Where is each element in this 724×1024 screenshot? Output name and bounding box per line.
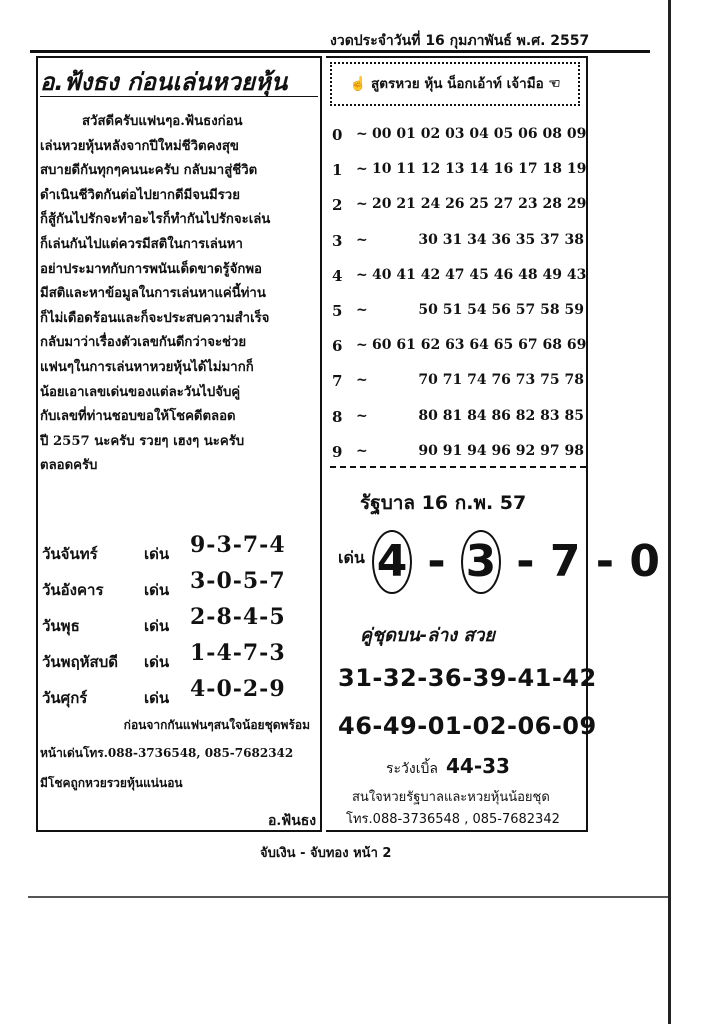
hand-pointer-right-icon: ☜: [548, 76, 561, 92]
pairs-line-2: 46-49-01-02-06-09: [338, 712, 597, 740]
grid-numbers: 70 71 74 76 73 75 78: [418, 372, 584, 389]
paragraph-line: ก็สู้กันไปรักจะทำอะไรก็ทำกันไปรักจะเล่น: [40, 212, 271, 228]
paragraph-line: เล่นหวยหุ้นหลังจากปีใหม่ชีวิตคงสุข: [40, 138, 239, 154]
grid-row: [330, 116, 586, 151]
grid-tilde: ~: [356, 337, 368, 354]
day-numbers: 3-0-5-7: [190, 568, 286, 594]
grid-numbers: 10 11 12 13 14 16 17 18 19: [372, 161, 587, 178]
grid-bottom-divider: [330, 466, 586, 468]
grid-digit: 1: [332, 161, 343, 180]
paragraph-line: สบายดีกันทุกๆคนนะครับ กลับมาสู่ชีวิต: [40, 163, 258, 179]
day-row-tuesday: [40, 568, 320, 604]
grid-digit: 2: [332, 196, 343, 215]
paragraph-line: ตลอดครับ: [40, 458, 98, 474]
paragraph-line: กับเลขที่ท่านชอบขอให้โชคดีตลอด: [40, 409, 236, 425]
formula-title-box: [330, 62, 580, 106]
grid-row: [330, 257, 586, 292]
lead-label: เด่น: [144, 653, 170, 671]
lead-digits: [372, 530, 661, 594]
grid-digit: 4: [332, 266, 343, 285]
day-numbers: 9-3-7-4: [190, 532, 286, 558]
number-formula-grid: [330, 116, 586, 468]
lead-dash: -: [427, 536, 446, 587]
grid-row: [330, 398, 586, 433]
grid-digit: 7: [332, 372, 343, 391]
grid-numbers: 80 81 84 86 82 83 85: [418, 407, 584, 424]
grid-digit: 0: [332, 126, 343, 144]
paragraph-line: มีสติและหาข้อมูลในการเล่นหาแค่นี้ท่าน: [40, 286, 266, 302]
grid-row: [330, 151, 586, 186]
day-row-wednesday: [40, 604, 320, 640]
day-name: วันจันทร์: [42, 545, 98, 563]
author-signature: อ.ฟ้นธง: [268, 813, 317, 829]
grid-row: [330, 362, 586, 397]
paragraph-line: น้อยเอาเลขเด่นของแต่ละวันไปจับคู่: [40, 384, 241, 400]
paragraph-line: อย่าประมาทกับการพนันเด็ดขาดรู้จักพอ: [40, 261, 262, 277]
lead-dash: -: [516, 536, 535, 587]
footer-luck-line: มีโชคถูกหวยรวยหุ้นแน่นอน: [40, 776, 183, 790]
grid-row: [330, 292, 586, 327]
paragraph-line: แฟนๆในการเล่นหาหวยหุ้นได้ไม่มากก็: [40, 359, 254, 375]
day-name: วันพฤหัสบดี: [42, 653, 118, 671]
grid-row: [330, 222, 586, 257]
formula-title: สูตรหวย หุ้น น็อกเอ้าท์ เจ้ามือ: [371, 76, 544, 92]
lead-label: เด่น: [144, 617, 170, 635]
lead-digit-circled: 3: [461, 530, 501, 594]
day-numbers: 1-4-7-3: [190, 640, 286, 666]
grid-digit: 5: [332, 301, 343, 320]
grid-digit: 9: [332, 442, 343, 461]
day-row-thursday: [40, 640, 320, 676]
grid-tilde: ~: [356, 372, 368, 389]
page-footer: จับเงิน - จับทอง หน้า 2: [260, 846, 392, 861]
hand-pointer-left-icon: ☝: [349, 76, 367, 92]
grid-tilde: ~: [356, 407, 368, 424]
left-title-underline: [40, 96, 318, 97]
header-divider: [30, 50, 650, 53]
page-edge-bottom: [28, 896, 668, 898]
grid-digit: 6: [332, 337, 343, 356]
grid-numbers: 40 41 42 47 45 46 48 49 43: [372, 266, 587, 283]
intro-paragraph: [40, 110, 318, 479]
pair-heading: คู่ชุดบน-ล่าง สวย: [360, 625, 495, 646]
issue-date-header: งวดประจำวันที่ 16 กุมภาพันธ์ พ.ศ. 2557: [330, 33, 590, 49]
lead-label-big: เด่น: [338, 548, 365, 567]
paragraph-line: ก็ไม่เดือดร้อนและก็จะประสบความสำเร็จ: [40, 310, 270, 326]
paragraph-line: สวัสดีครับแฟนๆอ.ฟ้นธงก่อน: [82, 114, 243, 129]
watch-value: 44-33: [446, 754, 510, 778]
grid-row: [330, 327, 586, 362]
grid-tilde: ~: [356, 196, 368, 213]
page-edge-right: [668, 0, 671, 1024]
footer-phone-line: หน้าเด่นโทร.088-3736548, 085-7682342: [40, 746, 294, 760]
phone-line: โทร.088-3736548 , 085-7682342: [346, 812, 560, 827]
lead-dash: -: [595, 536, 615, 587]
watch-double: [386, 754, 510, 780]
left-column-title: อ.ฟ้งธง ก่อนเล่นหวยหุ้น: [40, 68, 288, 96]
grid-digit: 8: [332, 407, 343, 426]
grid-tilde: ~: [356, 266, 368, 283]
grid-tilde: ~: [356, 231, 368, 248]
day-row-friday: [40, 676, 320, 712]
grid-tilde: ~: [356, 301, 368, 318]
grid-tilde: ~: [356, 161, 368, 178]
paragraph-line: ก็เล่นกันไปแต่ควรมีสติในการเล่นหา: [40, 236, 243, 252]
grid-numbers: 90 91 94 96 92 97 98: [418, 442, 584, 459]
pairs-line-1: 31-32-36-39-41-42: [338, 664, 597, 692]
grid-numbers: 30 31 34 36 35 37 38: [418, 231, 584, 248]
lead-digit: 7: [549, 536, 581, 587]
grid-numbers: 20 21 24 26 25 27 23 28 29: [372, 196, 587, 213]
lead-label: เด่น: [144, 545, 170, 563]
day-numbers: 2-8-4-5: [190, 604, 286, 630]
grid-row: [330, 186, 586, 221]
government-draw-date: รัฐบาล 16 ก.พ. 57: [360, 492, 527, 514]
lead-digit-circled: 4: [372, 530, 412, 594]
day-name: วันอังคาร: [42, 581, 104, 599]
lead-label: เด่น: [144, 689, 170, 707]
paragraph-line: กลับมาว่าเรื่องตัวเลขกันดีกว่าจะช่วย: [40, 335, 247, 351]
paragraph-line: ปี 2557 นะครับ รวยๆ เฮงๆ นะครับ: [40, 433, 245, 449]
grid-numbers: 60 61 62 63 64 65 67 68 69: [372, 337, 587, 354]
grid-row: [330, 433, 586, 468]
day-name: วันศุกร์: [42, 689, 88, 707]
grid-numbers: 50 51 54 56 57 58 59: [418, 301, 584, 318]
interest-line: สนใจหวยรัฐบาลและหวยหุ้นน้อยชุด: [352, 790, 550, 805]
grid-numbers: 00 01 02 03 04 05 06 08 09: [372, 126, 587, 142]
watch-label: ระวังเบิ้ล: [386, 761, 438, 777]
lead-digit: 0: [629, 536, 661, 587]
footer-note-line: ก่อนจากกันแฟนๆสนใจน้อยชุดพร้อม: [123, 718, 310, 732]
grid-tilde: ~: [356, 442, 368, 459]
lead-label: เด่น: [144, 581, 170, 599]
grid-digit: 3: [332, 231, 343, 250]
day-row-monday: [40, 532, 320, 568]
day-numbers: 4-0-2-9: [190, 676, 286, 702]
grid-tilde: ~: [356, 126, 368, 142]
paragraph-line: ดำเนินชีวิตกันต่อไปยากดีมีจนมีรวย: [40, 187, 240, 203]
day-name: วันพุธ: [42, 617, 80, 635]
